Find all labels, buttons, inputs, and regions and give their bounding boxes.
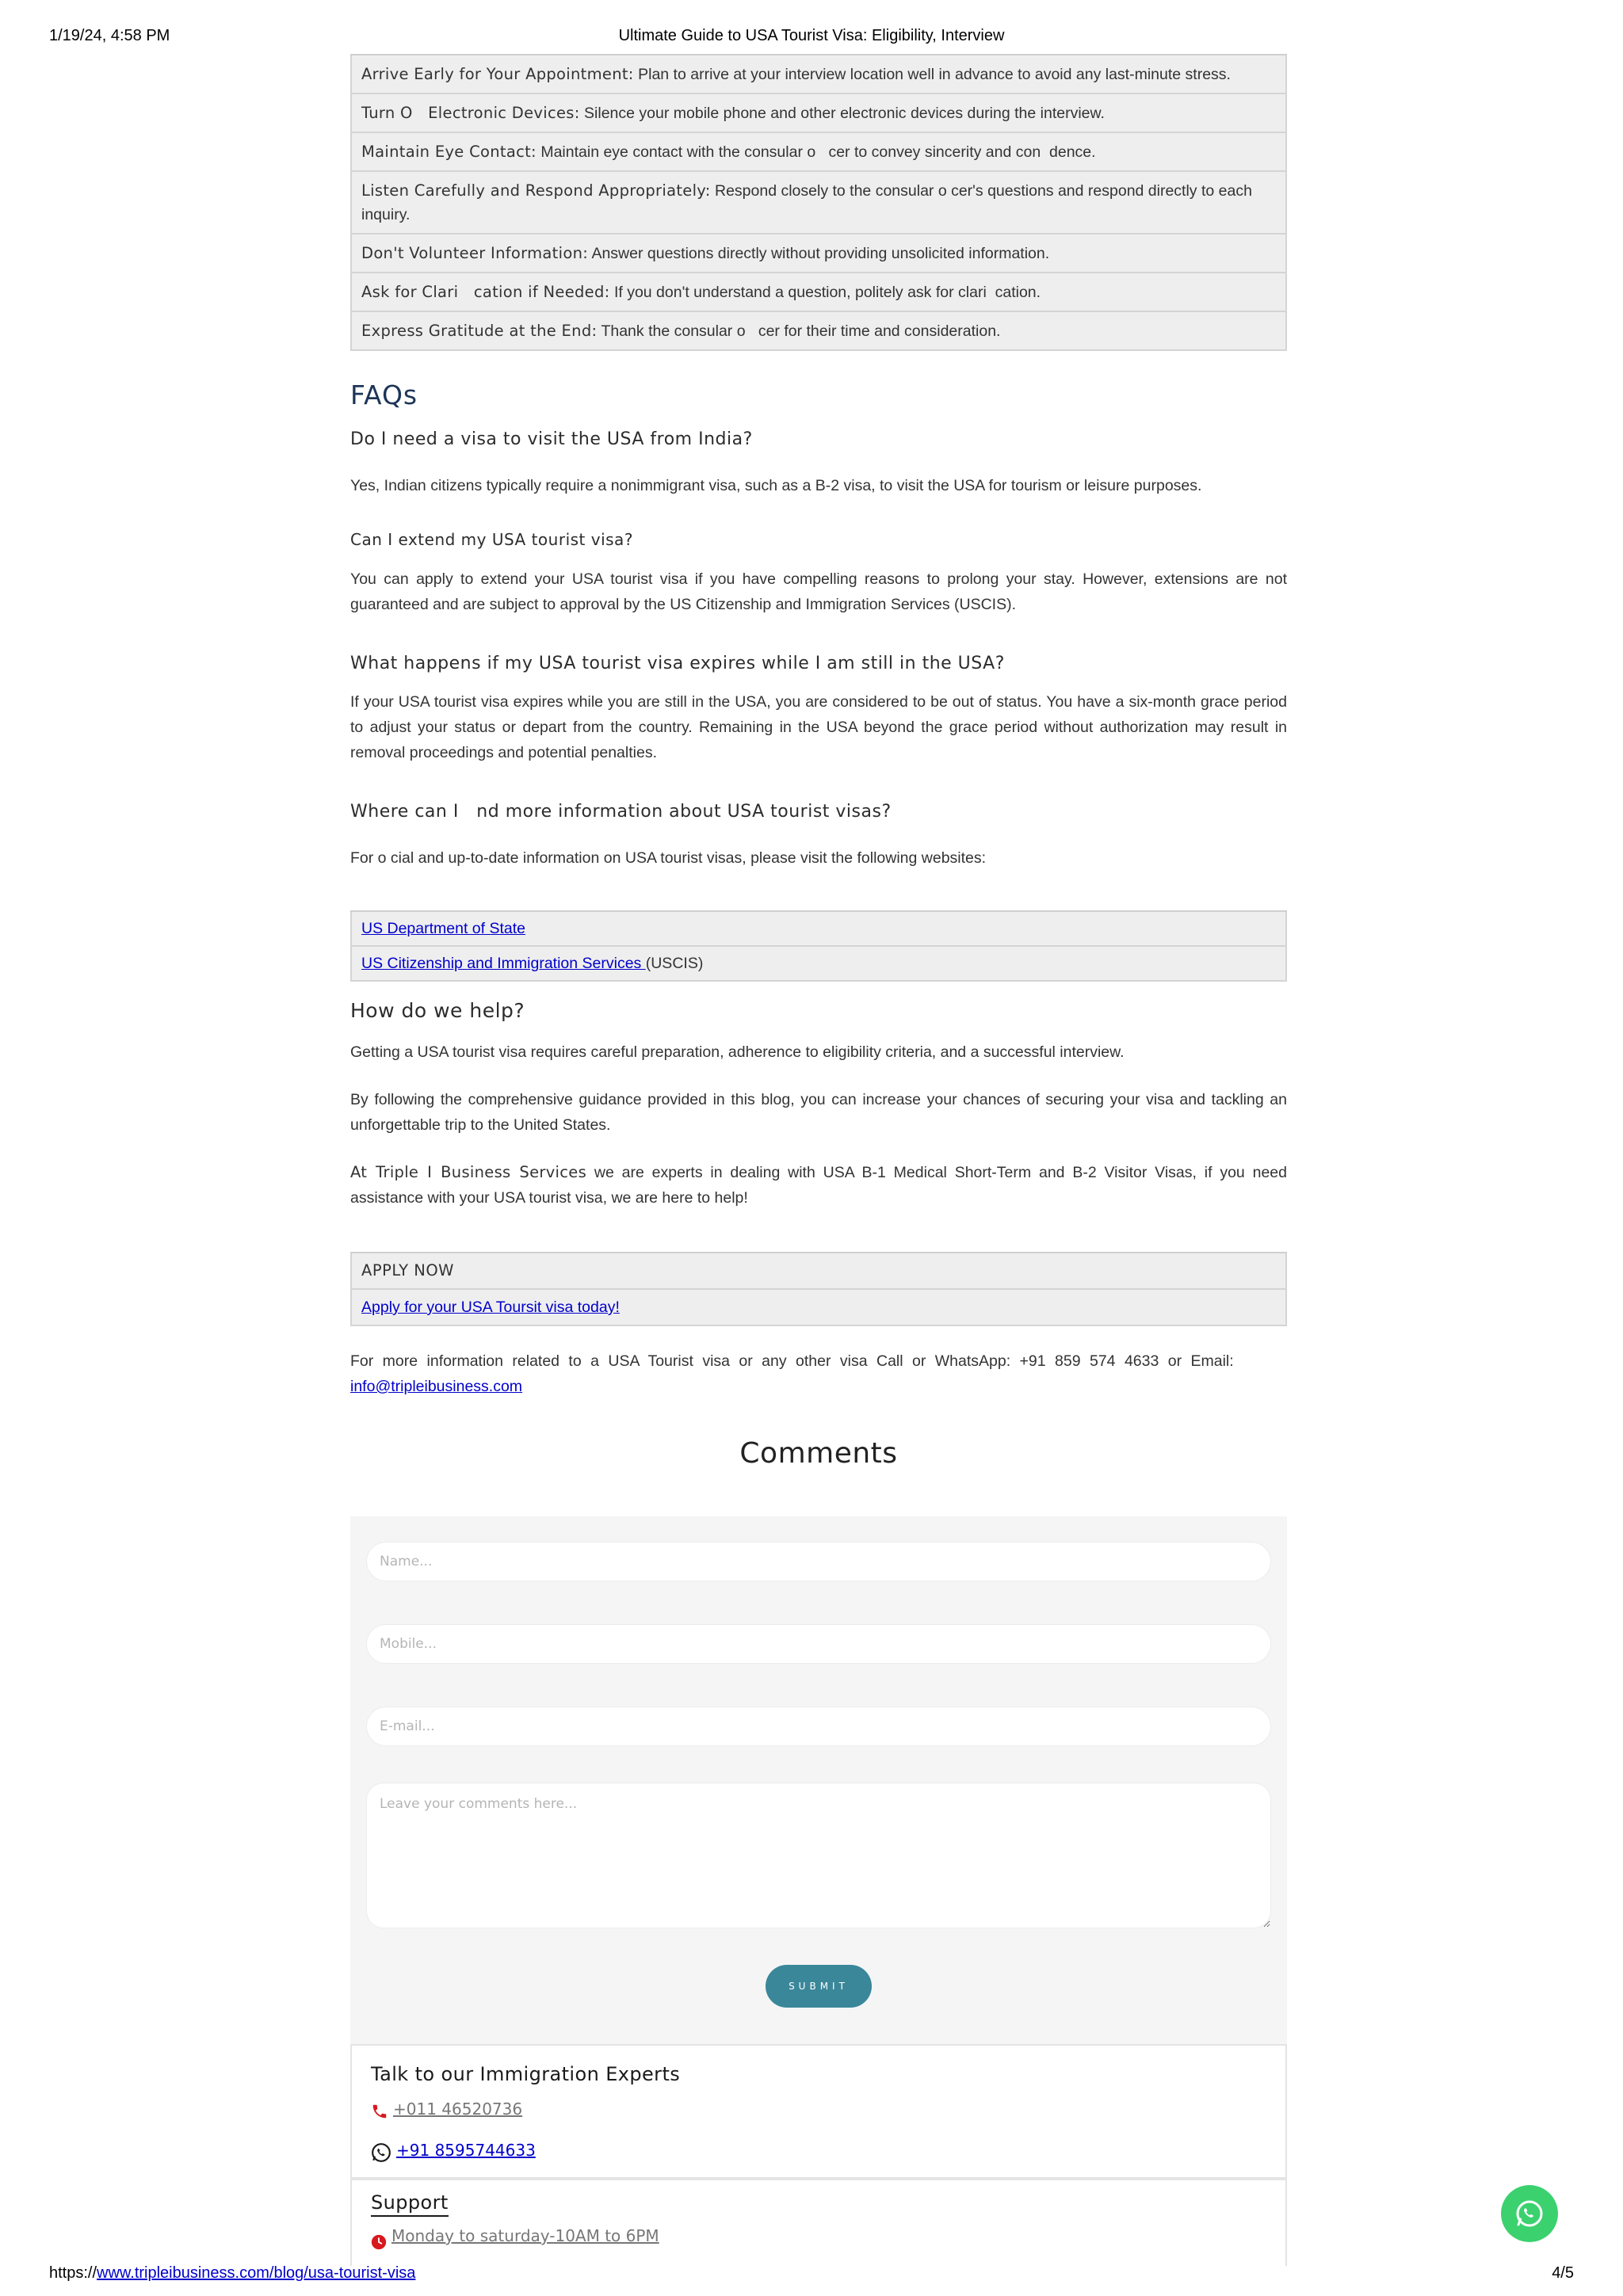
mobile-input[interactable] <box>366 1624 1271 1664</box>
whatsapp-icon <box>371 2142 391 2163</box>
whatsapp-icon <box>1501 2185 1558 2242</box>
submit-button[interactable]: SUBMIT <box>766 1965 872 2008</box>
article-content <box>350 54 1287 1470</box>
phone-row <box>371 2100 522 2123</box>
whatsapp-link[interactable]: +91 8595744633 <box>396 2141 536 2160</box>
page-number: 4/5 <box>1552 2264 1574 2282</box>
faq-question: Where can I nd more information about USA tourist visas? <box>350 802 892 822</box>
uscis-link[interactable]: US Citizenship and Immigration Services <box>361 955 646 972</box>
apply-now-header-row <box>350 1253 1287 1290</box>
link-row-us-state <box>350 912 1287 947</box>
email-link[interactable]: info@tripleibusiness.com <box>350 1378 523 1395</box>
link-row-uscis <box>350 947 1287 982</box>
whatsapp-row <box>371 2141 536 2164</box>
whatsapp-float-button[interactable] <box>1501 2185 1558 2242</box>
help-paragraph: Getting a USA tourist visa requires careful preparation, adherence to eligibility criteria, and a successful interview. <box>350 1043 1125 1061</box>
tip-row: Ask for Clari cation if Needed: If you don't understand a question, politely ask for clari cation. <box>350 273 1287 312</box>
faq-question: Can I extend my USA tourist visa? <box>350 530 633 549</box>
tip-row: Turn O Electronic Devices: Silence your mobile phone and other electronic devices during the interview. <box>350 94 1287 133</box>
print-header <box>49 27 1574 51</box>
contact-line: For more information related to a USA Tourist visa or any other visa Call or WhatsApp: +91 859 574 4633 or Email: info@tripleibusiness.com <box>350 1352 1234 1395</box>
comment-textarea[interactable] <box>366 1783 1271 1928</box>
print-url-link[interactable]: www.tripleibusiness.com/blog/usa-tourist-visa <box>97 2264 416 2282</box>
clock-icon <box>371 2234 387 2250</box>
name-input[interactable] <box>366 1542 1271 1581</box>
official-links-table <box>350 910 1287 982</box>
experts-heading: Talk to our Immigration Experts <box>371 2063 681 2085</box>
faq-question: Do I need a visa to visit the USA from India? <box>350 429 753 449</box>
help-paragraph: At Triple I Business Services we are experts in dealing with USA B-1 Medical Short-Term and B-2 Visitor Visas, if you need assistance with your USA tourist visa, we are here to help! <box>350 1163 1287 1207</box>
faqs-heading: FAQs <box>350 379 418 410</box>
phone-link[interactable]: +011 46520736 <box>393 2100 523 2119</box>
experts-card <box>350 2044 1287 2179</box>
tip-row: Maintain Eye Contact: Maintain eye contact with the consular o cer to convey sincerity and con dence. <box>350 133 1287 172</box>
tip-row: Express Gratitude at the End: Thank the consular o cer for their time and consideration. <box>350 312 1287 351</box>
email-input[interactable] <box>366 1707 1271 1746</box>
tip-row: Listen Carefully and Respond Appropriately: Respond closely to the consular o cer's questions and respond directly to each inquiry. <box>350 172 1287 235</box>
print-title: Ultimate Guide to USA Tourist Visa: Eligibility, Interview <box>618 27 1005 44</box>
phone-icon <box>371 2103 388 2120</box>
print-date: 1/19/24, 4:58 PM <box>49 27 170 44</box>
us-department-of-state-link[interactable]: US Department of State <box>361 920 526 937</box>
support-hours-row <box>371 2226 659 2250</box>
support-hours-link[interactable]: Monday to saturday-10AM to 6PM <box>391 2226 659 2245</box>
company-name: At Triple I Business Services <box>350 1163 587 1181</box>
comment-form <box>350 1516 1287 2044</box>
support-heading: Support <box>371 2191 449 2217</box>
apply-now-link[interactable]: Apply for your USA Toursit visa today! <box>361 1299 620 1316</box>
interview-tips-table <box>350 54 1287 351</box>
help-paragraph: By following the comprehensive guidance provided in this blog, you can increase your chances of securing your visa and tackling an unforgettable trip to the United States. <box>350 1091 1287 1134</box>
apply-now-table <box>350 1252 1287 1326</box>
print-url: https://www.tripleibusiness.com/blog/usa-tourist-visa <box>49 2264 416 2282</box>
tip-row: Arrive Early for Your Appointment: Plan to arrive at your interview location well in advance to avoid any last-minute stress. <box>350 55 1287 94</box>
help-heading: How do we help? <box>350 999 525 1022</box>
faq-question: What happens if my USA tourist visa expires while I am still in the USA? <box>350 654 1005 673</box>
faq-answer: For o cial and up-to-date information on USA tourist visas, please visit the following websites: <box>350 849 987 867</box>
uscis-suffix: (USCIS) <box>645 955 704 972</box>
faq-answer: If your USA tourist visa expires while you are still in the USA, you are considered to be out of status. You have a six-month grace period to adjust your status or depart from the country. Remaining in the USA beyond the grace period without authorization may result in removal proceedings and potential penalties. <box>350 693 1287 761</box>
apply-now-link-row <box>350 1290 1287 1326</box>
tip-row: Don't Volunteer Information: Answer questions directly without providing unsolicited information. <box>350 235 1287 273</box>
comments-heading: Comments <box>739 1437 898 1470</box>
faq-answer: Yes, Indian citizens typically require a nonimmigrant visa, such as a B-2 visa, to visit the USA for tourism or leisure purposes. <box>350 477 1202 494</box>
support-card <box>350 2179 1287 2266</box>
apply-now-header: APPLY NOW <box>361 1261 454 1280</box>
faq-answer: You can apply to extend your USA tourist visa if you have compelling reasons to prolong your stay. However, extensions are not guaranteed and are subject to approval by the US Citizenship and Immigration Services (USCIS). <box>350 570 1287 613</box>
